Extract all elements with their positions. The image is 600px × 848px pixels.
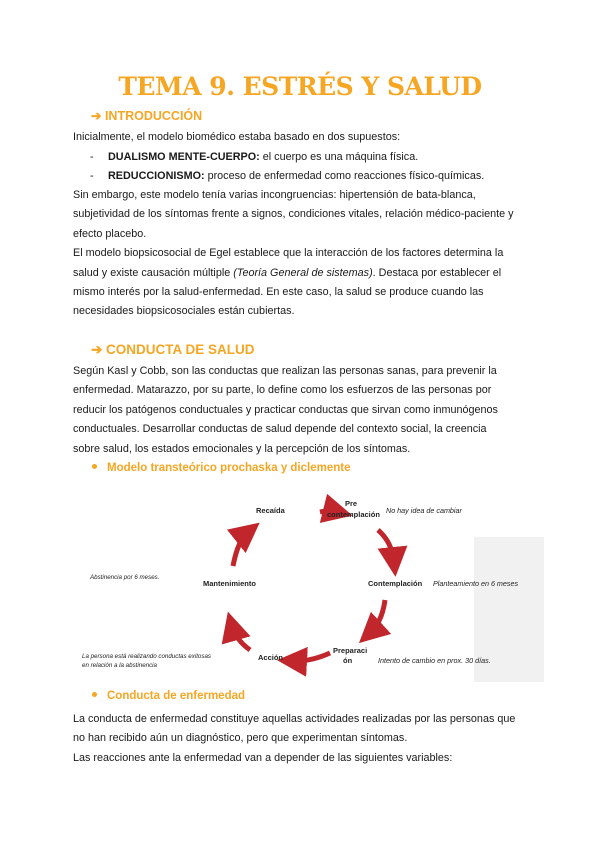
text-line: conductuales. Desarrollar conductas de salud depende del contexto social, la creencia <box>73 423 487 436</box>
stage-preparacion-line1: Preparaci <box>333 646 368 655</box>
intro-paragraph-1 <box>73 186 543 322</box>
cycle-arrow <box>370 600 385 633</box>
note-persona-line2: en relación a la abstinencia <box>82 662 157 669</box>
intro-lead: Inicialmente, el modelo biomédico estaba basado en dos supuestos: <box>73 131 401 143</box>
note-planteamiento: Planteamiento en 6 meses <box>433 579 519 588</box>
subheading-modelo: Modelo transteórico prochaska y diclemente <box>92 462 351 474</box>
note-abstinencia: Abstinencia por 6 meses. <box>90 574 160 581</box>
stage-precontemplacion-line2: contemplación <box>327 510 380 519</box>
note-no-idea: No hay idea de cambiar <box>386 506 462 515</box>
stage-accion: Acción <box>258 653 284 662</box>
stage-recaida: Recaída <box>256 506 285 515</box>
bullet-dash: - <box>90 151 94 163</box>
cycle-arrow <box>233 532 248 566</box>
bullet-term: DUALISMO MENTE-CUERPO: <box>108 151 260 163</box>
subheading-conducta-enfermedad: Conducta de enfermedad <box>92 690 245 702</box>
bullet-dot-icon <box>92 464 97 469</box>
text-line: no han recibido aún un diagnóstico, pero que experimentan síntomas. <box>73 732 408 745</box>
text-line: mismo interés por la salud-enfermedad. En este caso, la salud se produce cuando las <box>73 286 484 299</box>
transtheoretical-cycle-diagram <box>0 480 600 690</box>
text-line: reducir los patógenos conductuales y practicar conductas que sirvan como inmunógenos <box>73 403 498 416</box>
bullet-term: REDUCCIONISMO: <box>108 170 205 182</box>
bullet-desc: proceso de enfermedad como reacciones físico-químicas. <box>204 170 485 182</box>
cycle-arrow <box>292 653 330 661</box>
conducta-heading: ➔ CONDUCTA DE SALUD <box>91 342 255 357</box>
text-line: La conducta de enfermedad constituye aquellas actividades realizadas por las personas que <box>73 713 516 725</box>
text-line: sobre salud, los estados emocionales y la percepción de los síntomas. <box>73 442 411 455</box>
stage-mantenimiento: Mantenimiento <box>203 579 256 588</box>
stage-precontemplacion-line1: Pre <box>345 499 358 508</box>
text-line: Según Kasl y Cobb, son las conductas que realizan las personas sanas, para prevenir la <box>73 365 497 377</box>
italic-reference: (Teoría General de sistemas) <box>233 266 373 279</box>
text-line: Sin embargo, este modelo tenía varias incongruencias: hipertensión de bata-blanca, <box>73 189 476 201</box>
stage-contemplacion: Contemplación <box>368 579 423 588</box>
text-line: El modelo biopsicosocial de Egel establece que la interacción de los factores determina la <box>73 247 504 260</box>
note-persona-line1: La persona está realizando conductas exitosas <box>82 653 211 660</box>
text-line: subjetividad de los síntomas frente a signos, condiciones vitales, relación médico-paciente y <box>73 208 514 221</box>
conducta-paragraph <box>73 362 543 459</box>
bullet-dash: - <box>90 170 94 182</box>
text-line: salud y existe causación múltiple (Teoría General de sistemas). Destaca por establecer el <box>73 266 502 279</box>
text-line: Las reacciones ante la enfermedad van a depender de las siguientes variables: <box>73 751 453 764</box>
bullet-desc: el cuerpo es una máquina física. <box>259 151 419 163</box>
bullet-dot-icon <box>92 692 97 697</box>
cycle-arrow <box>232 626 250 650</box>
page-title: TEMA 9. ESTRÉS Y SALUD <box>118 72 482 101</box>
text-line: enfermedad. Matarazzo, por su parte, lo define como los esfuerzos de las personas por <box>73 384 492 397</box>
intro-heading: ➔ INTRODUCCIÓN <box>91 109 203 123</box>
stage-preparacion-line2: ón <box>343 656 353 665</box>
cycle-arrow <box>378 530 394 562</box>
note-intento: Intento de cambio en prox. 30 días. <box>378 656 491 665</box>
enfermedad-paragraph <box>73 710 543 768</box>
text-line: necesidades biopsicosociales están cubiertas. <box>73 305 295 318</box>
text-line: efecto placebo. <box>73 227 147 240</box>
